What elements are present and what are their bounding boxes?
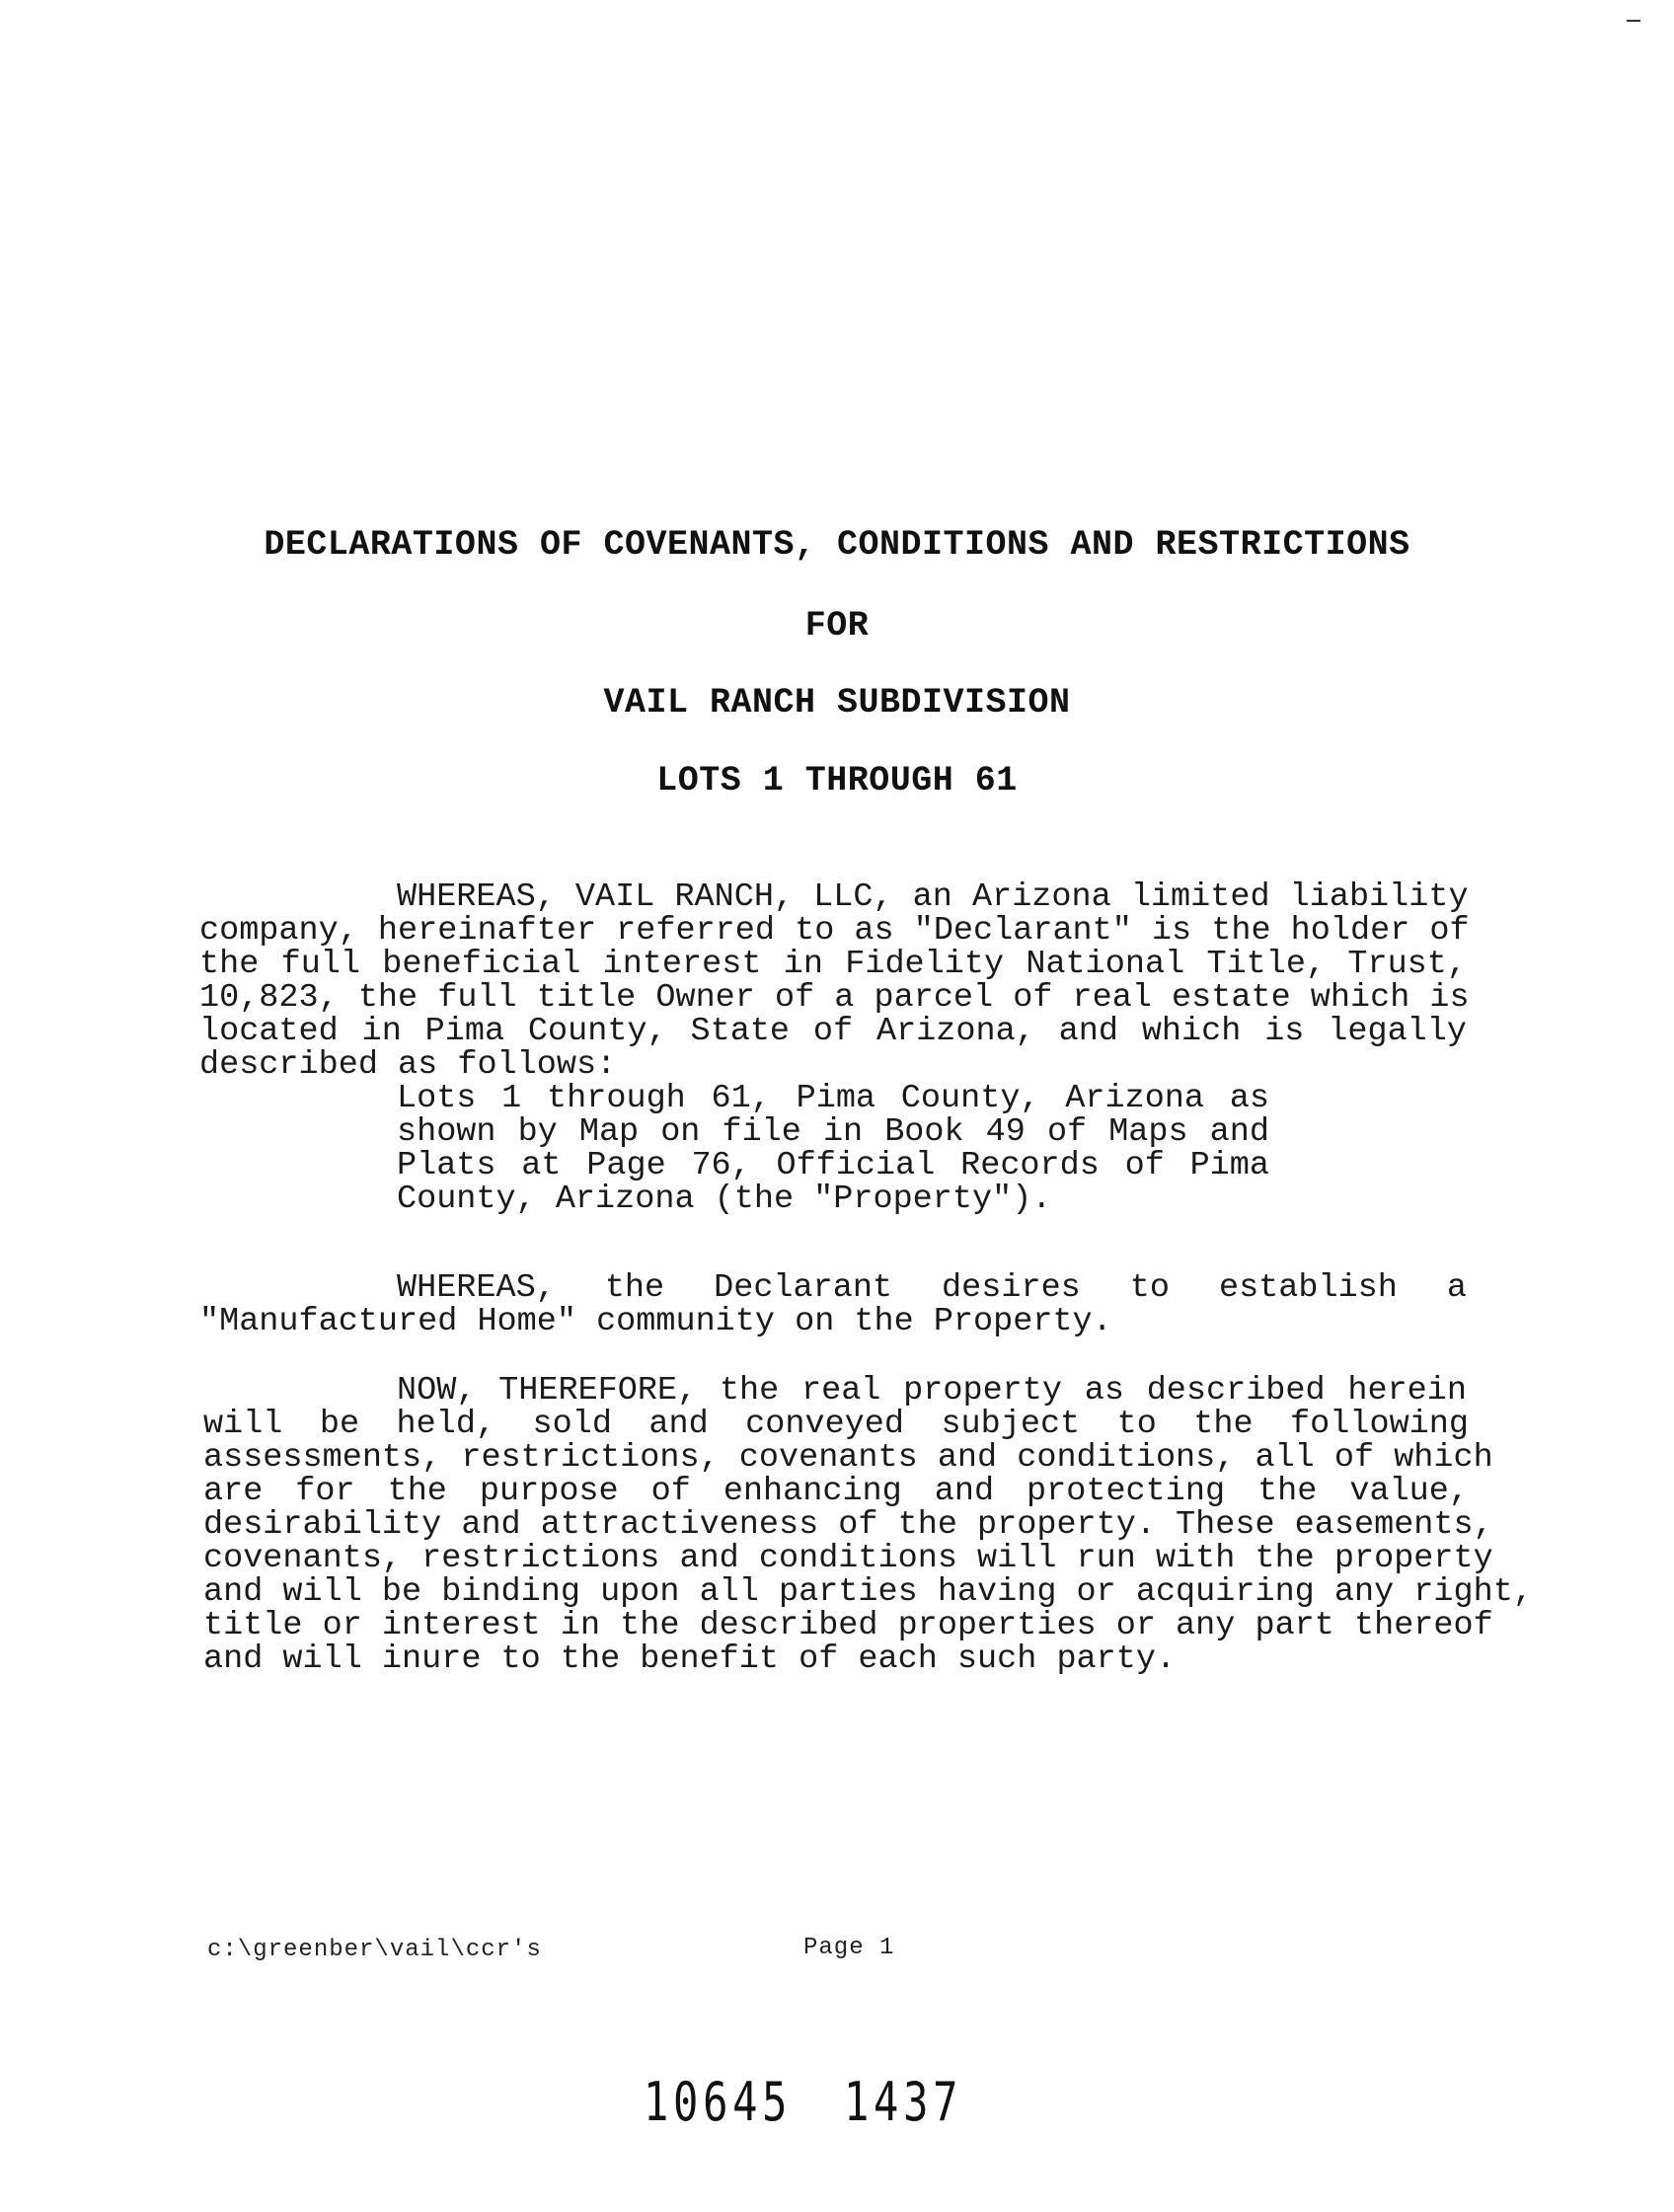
title-for: FOR [804, 606, 870, 646]
document-title: DECLARATIONS OF COVENANTS, CONDITIONS AND RESTRICTIONS [264, 525, 1410, 565]
paragraph-1-line: company, hereinafter referred to as "Declarant" is the holder of [199, 912, 1470, 950]
paragraph-3-line: and will inure to the benefit of each such party. [203, 1640, 1177, 1678]
paragraph-1-line: located in Pima County, State of Arizona, and which is legally [199, 1013, 1467, 1050]
footer-page-number: Page 1 [803, 1935, 895, 1961]
paragraph-3-line: are for the purpose of enhancing and protecting the value, [203, 1473, 1469, 1510]
paragraph-3-line: covenants, restrictions and conditions will run with the property [203, 1540, 1493, 1577]
recording-page-number: 1437 [844, 2071, 963, 2133]
recording-docket-number: 10645 [644, 2071, 793, 2133]
paragraph-3-line: assessments, restrictions, covenants and conditions, all of which [203, 1439, 1493, 1477]
paragraph-3-line: will be held, sold and conveyed subject to the following [203, 1406, 1469, 1443]
paragraph-1-line: described as follows: [199, 1046, 617, 1084]
paragraph-2-line: WHEREAS, the Declarant desires to establish a [397, 1269, 1467, 1307]
legal-description-line: shown by Map on file in Book 49 of Maps and [397, 1113, 1269, 1151]
lots-range: LOTS 1 THROUGH 61 [656, 761, 1018, 801]
paragraph-1-line: WHEREAS, VAIL RANCH, LLC, an Arizona limited liability [397, 878, 1469, 916]
subdivision-name: VAIL RANCH SUBDIVISION [603, 683, 1071, 723]
legal-description-line: Plats at Page 76, Official Records of Pima [397, 1147, 1269, 1184]
paragraph-3-line: NOW, THEREFORE, the real property as described herein [397, 1372, 1467, 1410]
paragraph-3-line: and will be binding upon all parties having or acquiring any right, [203, 1573, 1533, 1611]
legal-description-line: County, Arizona (the "Property"). [397, 1181, 1052, 1218]
paragraph-1-line: 10,823, the full title Owner of a parcel of real estate which is [199, 979, 1470, 1017]
footer-file-path: c:\greenber\vail\ccr's [207, 1937, 542, 1963]
legal-description-line: Lots 1 through 61, Pima County, Arizona as [397, 1080, 1269, 1117]
corner-mark [1627, 20, 1640, 22]
paragraph-3-line: title or interest in the described properties or any part thereof [203, 1607, 1493, 1644]
paragraph-2-line: "Manufactured Home" community on the Property. [199, 1303, 1112, 1340]
paragraph-1-line: the full beneficial interest in Fidelity National Title, Trust, [199, 946, 1467, 983]
paragraph-3-line: desirability and attractiveness of the property. These easements, [203, 1506, 1493, 1544]
